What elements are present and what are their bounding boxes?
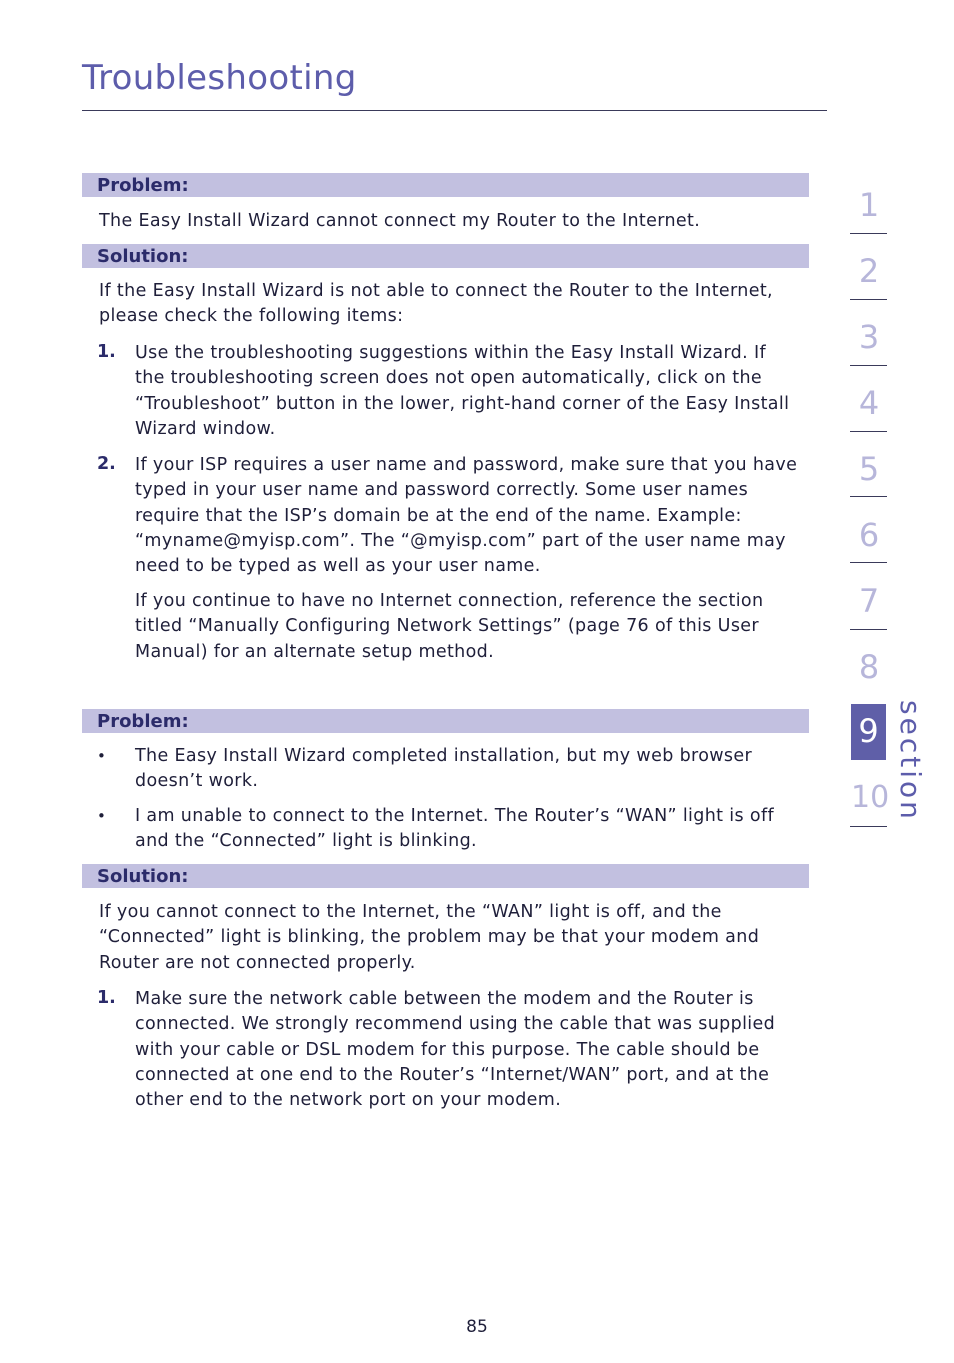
- section-tab-1[interactable]: 1: [858, 186, 880, 224]
- problem-label: Problem:: [97, 711, 189, 732]
- text-line: I am unable to connect to the Internet. The Router’s “WAN” light is off: [135, 806, 774, 826]
- section-tab-2[interactable]: 2: [858, 252, 880, 290]
- text-line: and the “Connected” light is blinking.: [135, 831, 477, 852]
- section-divider: [850, 496, 887, 497]
- step-text: [135, 453, 797, 579]
- section-divider: [850, 826, 887, 827]
- bullet-icon: •: [97, 807, 106, 825]
- step-text: [135, 341, 789, 442]
- text-line: If the Easy Install Wizard is not able to connect the Router to the Internet,: [99, 281, 773, 301]
- text-line: Router are not connected properly.: [99, 952, 416, 973]
- text-line: with your cable or DSL modem for this purpose. The cable should be: [135, 1039, 760, 1060]
- text-line: typed in your user name and password correctly. Some user names: [135, 480, 749, 501]
- text-line: The Easy Install Wizard completed installation, but my web browser: [135, 746, 753, 766]
- section-tab-9-active[interactable]: [851, 704, 886, 760]
- section-tab-3[interactable]: 3: [858, 318, 880, 356]
- page-number: 85: [466, 1317, 488, 1337]
- problem-text: The Easy Install Wizard cannot connect my Router to the Internet.: [99, 211, 701, 231]
- problem-label: Problem:: [97, 175, 189, 196]
- text-line: “myname@myisp.com”. The “@myisp.com” part of the user name may: [135, 530, 786, 551]
- solution-label: Solution:: [97, 246, 189, 267]
- text-line: Use the troubleshooting suggestions within the Easy Install Wizard. If: [135, 343, 766, 363]
- text-line: require that the ISP’s domain be at the end of the name. Example:: [135, 505, 742, 526]
- step-number: 1.: [97, 342, 116, 362]
- title-divider: [82, 110, 827, 111]
- section-label: section: [894, 700, 927, 822]
- text-line: Wizard window.: [135, 418, 276, 439]
- note-text: [135, 589, 763, 665]
- text-line: other end to the network port on your modem.: [135, 1090, 562, 1111]
- problem-band: [82, 709, 809, 733]
- solution-label: Solution:: [97, 866, 189, 887]
- text-line: the troubleshooting screen does not open automatically, click on the: [135, 368, 763, 389]
- section-divider: [850, 629, 887, 630]
- text-line: Make sure the network cable between the modem and the Router is: [135, 989, 754, 1009]
- section-tab-10[interactable]: 10: [851, 780, 890, 815]
- section-tab-4[interactable]: 4: [858, 384, 880, 422]
- page-title: Troubleshooting: [82, 58, 357, 98]
- text-line: If you continue to have no Internet connection, reference the section: [135, 591, 764, 611]
- text-line: If you cannot connect to the Internet, the “WAN” light is off, and the: [99, 902, 722, 922]
- solution-intro: [99, 279, 773, 330]
- bullet-icon: •: [97, 747, 106, 765]
- text-line: doesn’t work.: [135, 771, 259, 792]
- step-text: [135, 987, 775, 1113]
- text-line: If your ISP requires a user name and password, make sure that you have: [135, 455, 798, 475]
- step-number: 1.: [97, 988, 116, 1008]
- solution-band: [82, 244, 809, 268]
- bullet-text: [135, 744, 752, 795]
- section-tab-7[interactable]: 7: [858, 582, 880, 620]
- section-tab-9-label: 9: [858, 712, 879, 750]
- section-divider: [850, 431, 887, 432]
- section-divider: [850, 233, 887, 234]
- text-line: titled “Manually Configuring Network Settings” (page 76 of this User: [135, 616, 759, 637]
- section-divider: [850, 299, 887, 300]
- text-line: “Troubleshoot” button in the lower, right-hand corner of the Easy Install: [135, 393, 790, 414]
- section-tab-6[interactable]: 6: [858, 516, 880, 554]
- text-line: “Connected” light is blinking, the problem may be that your modem and: [99, 927, 760, 948]
- section-divider: [850, 365, 887, 366]
- section-divider: [850, 562, 887, 563]
- solution-intro: [99, 900, 759, 976]
- text-line: please check the following items:: [99, 306, 404, 327]
- text-line: connected at one end to the Router’s “Internet/WAN” port, and at the: [135, 1064, 770, 1085]
- solution-band: [82, 864, 809, 888]
- text-line: Manual) for an alternate setup method.: [135, 641, 495, 662]
- problem-band: [82, 173, 809, 197]
- bullet-text: [135, 804, 774, 855]
- text-line: connected. We strongly recommend using the cable that was supplied: [135, 1014, 776, 1035]
- step-number: 2.: [97, 454, 116, 474]
- text-line: need to be typed as well as your user name.: [135, 556, 541, 577]
- section-tab-5[interactable]: 5: [858, 450, 880, 488]
- section-tab-8[interactable]: 8: [858, 648, 880, 686]
